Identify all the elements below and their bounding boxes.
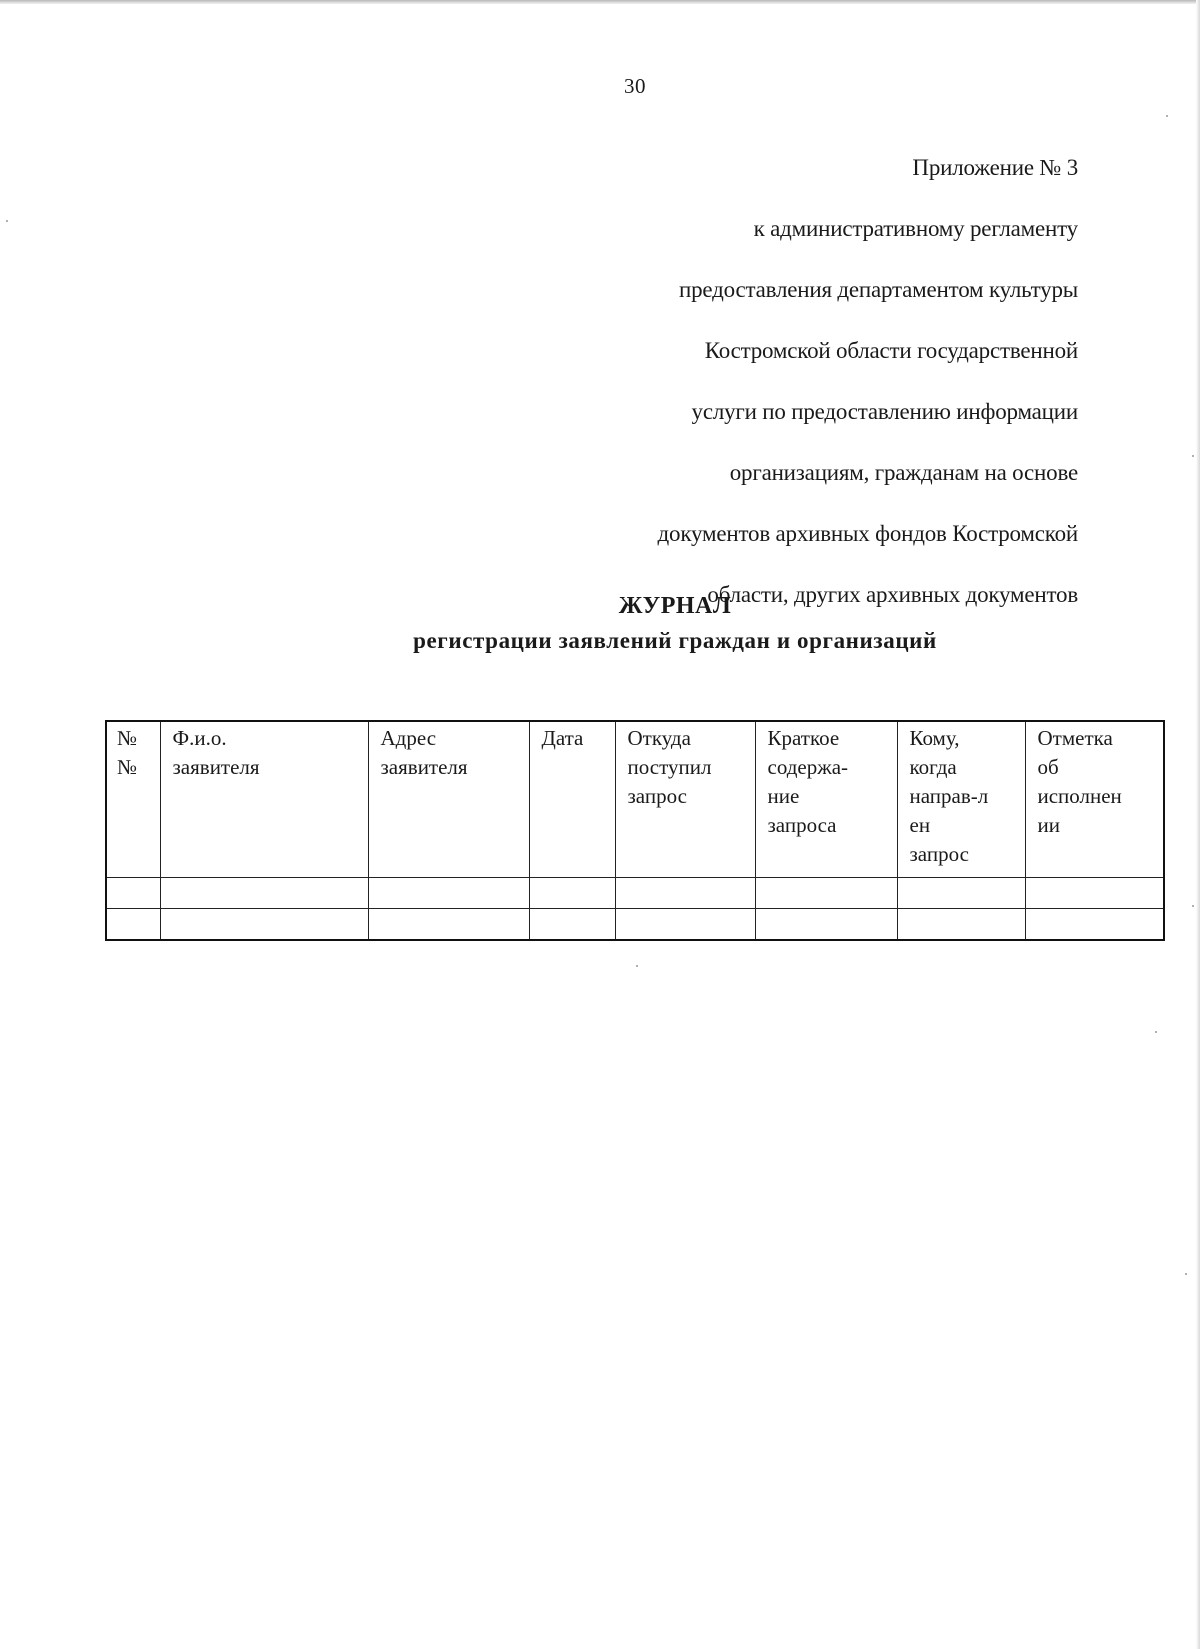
table-cell xyxy=(615,909,755,941)
column-header-date: Дата xyxy=(529,721,615,878)
scan-speck xyxy=(1185,1273,1187,1275)
table-cell xyxy=(1025,909,1164,941)
appendix-line: услуги по предоставлению информации xyxy=(691,398,1078,424)
column-header-forwarded: Кому, когда направ-л ен запрос xyxy=(897,721,1025,878)
column-header-source: Откуда поступил запрос xyxy=(615,721,755,878)
appendix-note xyxy=(458,122,1078,641)
appendix-line: Приложение № 3 xyxy=(912,154,1078,180)
table-cell xyxy=(160,878,368,909)
appendix-line: области, других архивных документов xyxy=(707,581,1078,607)
table-row xyxy=(106,878,1164,909)
column-header-summary: Краткое содержа- ние запроса xyxy=(755,721,897,878)
table-cell xyxy=(106,909,160,941)
table-cell xyxy=(755,909,897,941)
column-header-applicant-name: Ф.и.о. заявителя xyxy=(160,721,368,878)
scan-speck xyxy=(1192,905,1194,907)
appendix-line: предоставления департаментом культуры xyxy=(678,276,1078,302)
scan-top-edge xyxy=(0,0,1200,4)
table-cell xyxy=(897,909,1025,941)
scan-speck xyxy=(1166,115,1168,117)
scan-speck xyxy=(1155,1031,1157,1033)
table-row xyxy=(106,909,1164,941)
table-cell xyxy=(529,909,615,941)
scan-right-edge xyxy=(1196,0,1200,1649)
journal-table xyxy=(105,720,1165,941)
appendix-line: Костромской области государственной xyxy=(704,337,1078,363)
table-cell xyxy=(368,909,529,941)
column-header-execution-mark: Отметка об исполнен ии xyxy=(1025,721,1164,878)
table-header-row xyxy=(106,721,1164,878)
page-number: 30 xyxy=(624,74,646,98)
appendix-line: документов архивных фондов Костромской xyxy=(657,520,1078,546)
journal-title: ЖУРНАЛ xyxy=(618,593,732,619)
journal-subtitle: регистрации заявлений граждан и организаций xyxy=(413,628,937,653)
scan-speck xyxy=(636,965,638,967)
appendix-line: к административному регламенту xyxy=(753,215,1078,241)
column-header-applicant-address: Адрес заявителя xyxy=(368,721,529,878)
table-cell xyxy=(368,878,529,909)
table-cell xyxy=(1025,878,1164,909)
table-cell xyxy=(755,878,897,909)
scan-speck xyxy=(6,220,8,222)
table-cell xyxy=(529,878,615,909)
scan-speck xyxy=(1192,455,1194,457)
column-header-number: № № xyxy=(106,721,160,878)
table-cell xyxy=(615,878,755,909)
table-cell xyxy=(160,909,368,941)
appendix-line: организациям, гражданам на основе xyxy=(729,459,1078,485)
table-cell xyxy=(106,878,160,909)
table-cell xyxy=(897,878,1025,909)
